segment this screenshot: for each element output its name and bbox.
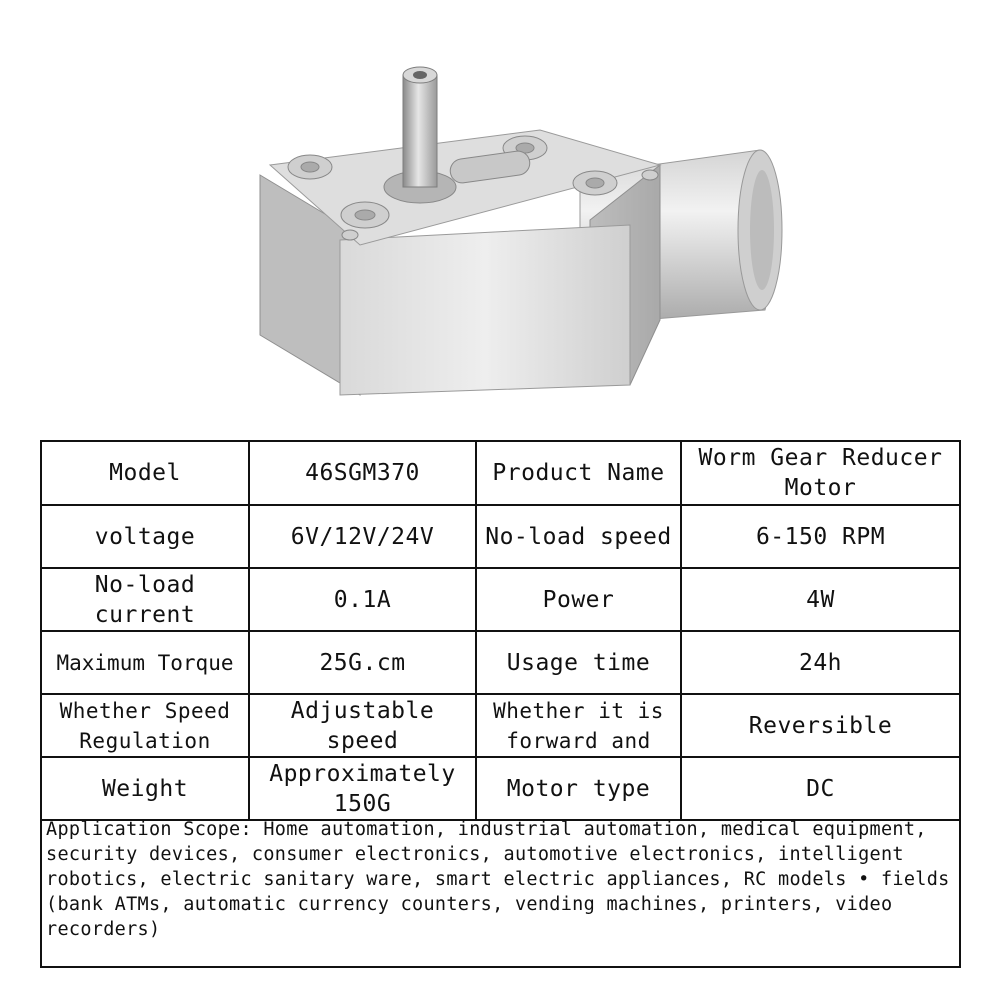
label-no-load-current: No-load current bbox=[42, 569, 250, 630]
label-forward-reverse: Whether it is forward and bbox=[477, 695, 682, 756]
value-weight: Approximately 150G bbox=[250, 758, 477, 819]
table-row bbox=[42, 695, 959, 758]
value-speed-regulation: Adjustable speed bbox=[250, 695, 477, 756]
label-no-load-speed: No-load speed bbox=[477, 506, 682, 567]
gearbox-body bbox=[340, 225, 630, 395]
table-row bbox=[42, 569, 959, 632]
worm-gear-motor-photo bbox=[250, 55, 810, 415]
value-voltage: 6V/12V/24V bbox=[250, 506, 477, 567]
value-product-name: Worm Gear Reducer Motor bbox=[698, 445, 943, 501]
application-scope-text: Application Scope: Home automation, industrial automation, medical equipment, security devices, consumer electronics, automotive electronics, intelligent robotics, electric sanitary ware, smart electric appliances, RC models • fields (bank ATMs, automatic currency counters, vending machines, printers, video recorders) bbox=[46, 819, 950, 940]
value-power: 4W bbox=[806, 586, 835, 613]
label-speed-regulation: Whether Speed Regulation bbox=[42, 695, 250, 756]
label-usage-time: Usage time bbox=[477, 632, 682, 693]
label-product-name: Product Name bbox=[477, 442, 682, 504]
value-motor-type: DC bbox=[806, 775, 835, 802]
label-motor-type: Motor type bbox=[477, 758, 682, 819]
table-row bbox=[42, 758, 959, 821]
table-row bbox=[42, 506, 959, 569]
label-model: Model bbox=[42, 442, 250, 504]
value-model: 46SGM370 bbox=[250, 442, 477, 504]
value-no-load-speed: 6-150 RPM bbox=[755, 523, 886, 550]
table-row bbox=[42, 442, 959, 506]
value-usage-time: 24h bbox=[798, 649, 843, 676]
value-maximum-torque: 25G.cm bbox=[250, 632, 477, 693]
label-voltage: voltage bbox=[42, 506, 250, 567]
value-forward-reverse: Reversible bbox=[748, 712, 893, 739]
label-maximum-torque: Maximum Torque bbox=[42, 632, 250, 693]
spec-table bbox=[40, 440, 961, 968]
label-power: Power bbox=[477, 569, 682, 630]
label-weight: Weight bbox=[42, 758, 250, 819]
table-row bbox=[42, 632, 959, 695]
output-shaft bbox=[384, 67, 456, 203]
value-no-load-current: 0.1A bbox=[250, 569, 477, 630]
